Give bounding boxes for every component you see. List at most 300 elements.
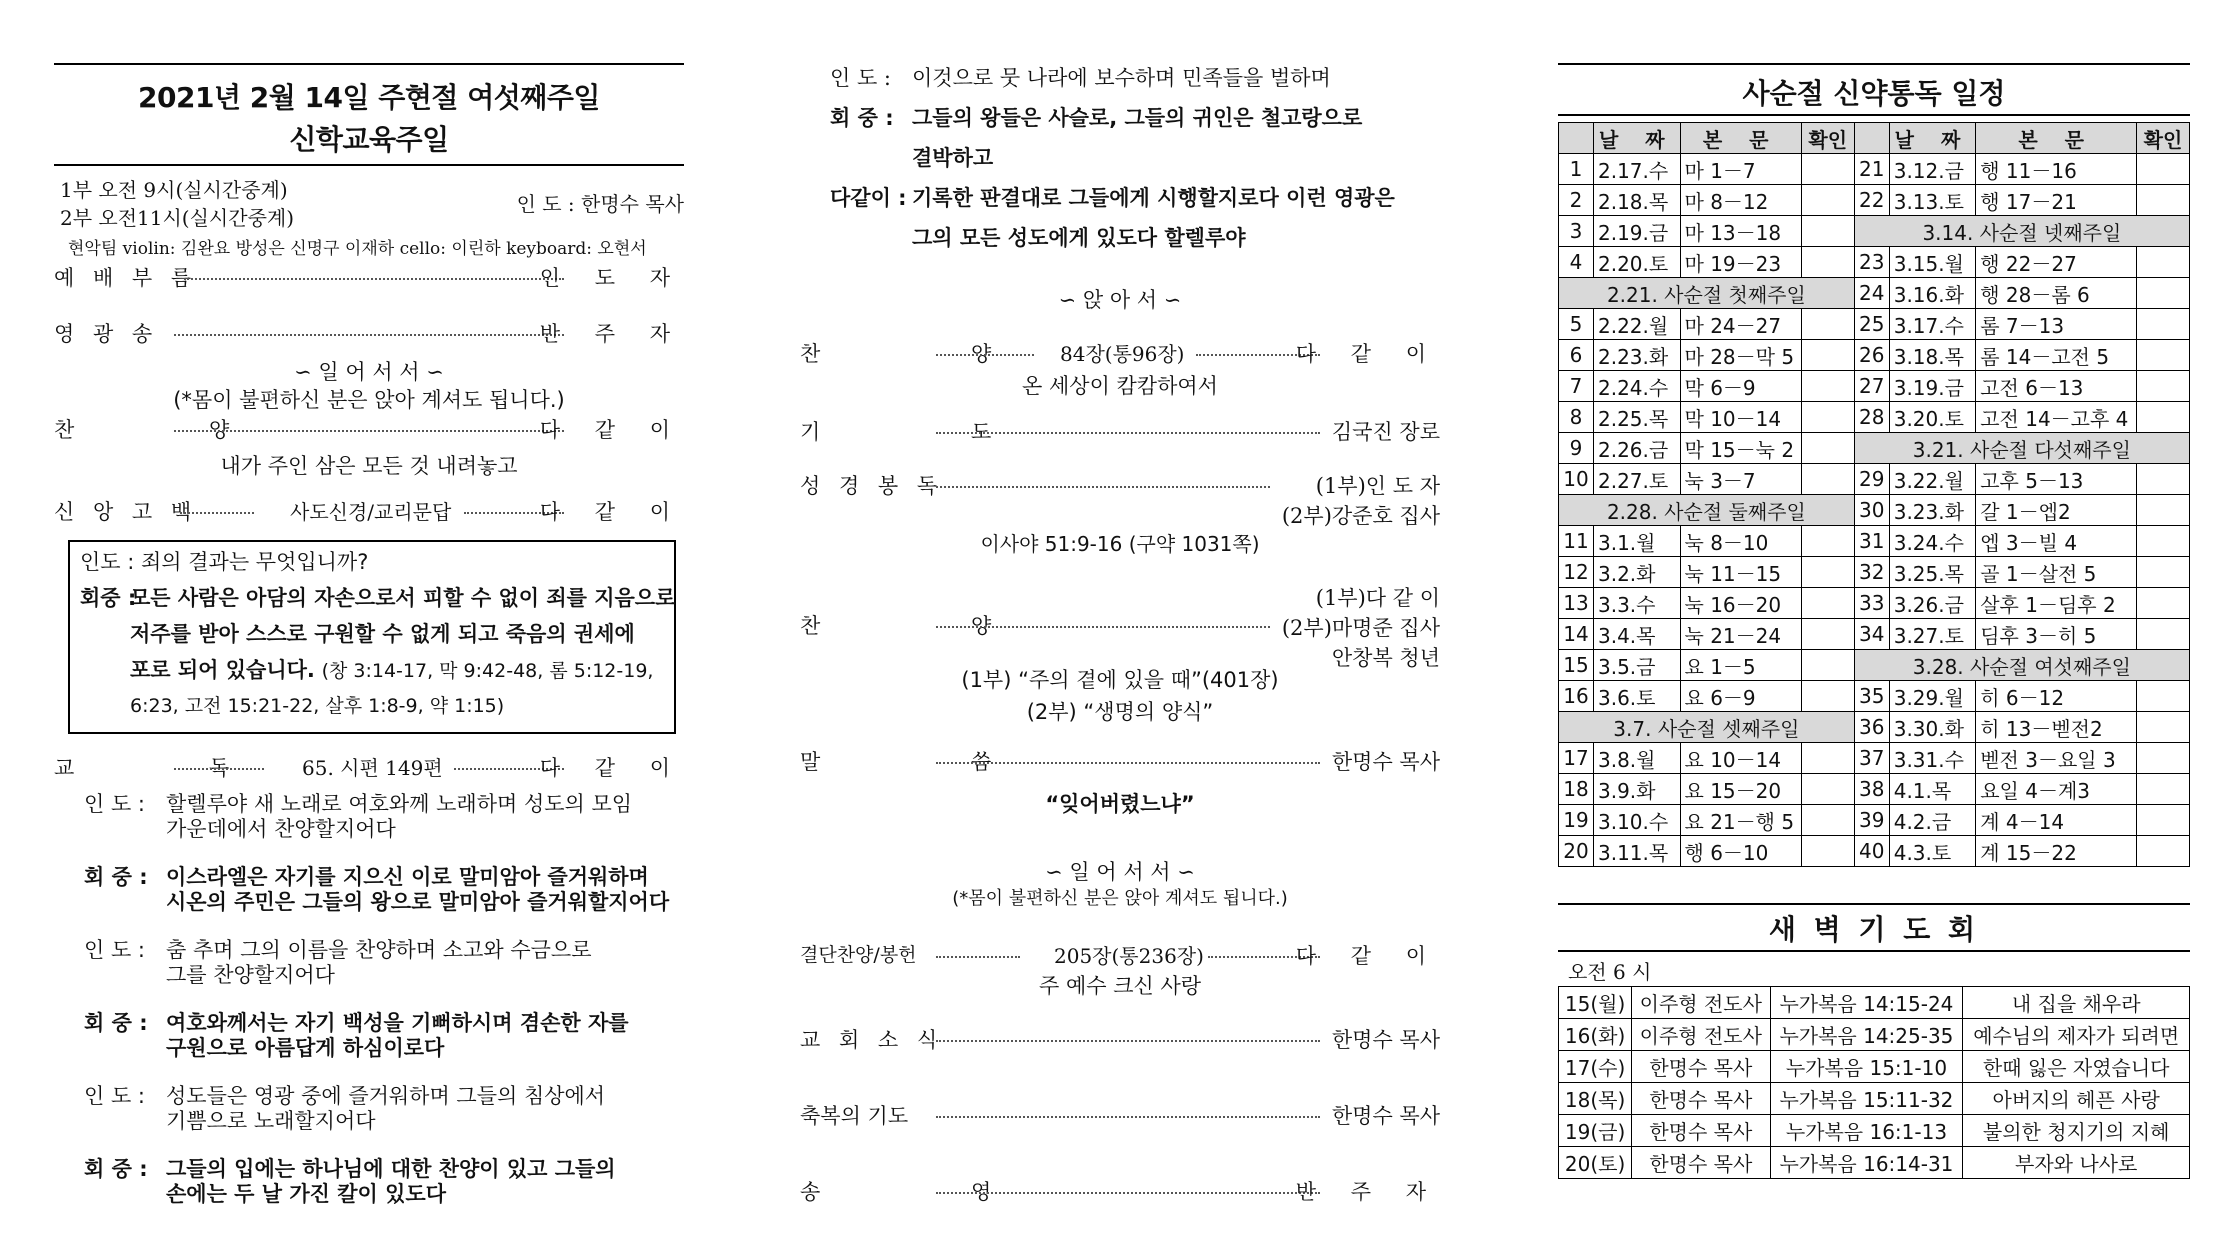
reading-line: 춤 추며 그의 이름을 찬양하며 소고와 수금으로	[166, 938, 592, 962]
check-box[interactable]	[2137, 278, 2190, 309]
day-number: 5	[1559, 309, 1594, 340]
check-box[interactable]	[1801, 309, 1854, 340]
check-box[interactable]	[1801, 216, 1854, 247]
day-number: 39	[1854, 805, 1889, 836]
item-person: 다 같 이	[1295, 944, 1440, 968]
reading-passage: 요 21－행 5	[1680, 805, 1801, 836]
reading-passage: 갈 1－엡2	[1976, 495, 2137, 526]
reading-date: 2.22.월	[1594, 309, 1681, 340]
stand-note-2: (*몸이 불편하신 분은 앉아 계셔도 됩니다.)	[952, 888, 1288, 909]
reading-speaker: 회 중 :	[830, 106, 894, 130]
bulletin-subtitle: 신학교육주일	[289, 123, 449, 156]
check-box[interactable]	[2137, 588, 2190, 619]
reading-date: 3.10.수	[1594, 805, 1681, 836]
gloria	[54, 318, 684, 348]
check-box[interactable]	[2137, 495, 2190, 526]
reading-date: 2.18.목	[1594, 185, 1681, 216]
table-row	[1559, 371, 2190, 402]
reading-line: 가운데에서 찬양할지어다	[166, 817, 396, 841]
item-label: 찬 양	[54, 418, 294, 442]
prayer-day: 20(토)	[1559, 1147, 1632, 1179]
col-passage: 본 문	[1680, 123, 1801, 154]
performer-3: 안창복 청년	[1331, 646, 1440, 670]
top-rule	[1558, 63, 2190, 65]
reading-date: 3.13.토	[1889, 185, 1976, 216]
table-row	[1559, 805, 2190, 836]
reading-date: 3.12.금	[1889, 154, 1976, 185]
table-row	[1559, 154, 2190, 185]
sunday-divider: 3.28. 사순절 여섯째주일	[1854, 650, 2189, 681]
leader-dots	[184, 278, 564, 280]
reading-line: 결박하고	[912, 146, 994, 170]
item-person: 인 도 자	[539, 266, 684, 290]
reading-line: 이스라엘은 자기를 지으신 이로 말미암아 즐거워하며	[166, 865, 649, 889]
col-check: 확인	[1801, 123, 1854, 154]
reading-date: 3.17.수	[1889, 309, 1976, 340]
leader-dots	[936, 626, 1270, 628]
day-number: 10	[1559, 464, 1594, 495]
prayer-topic: 부자와 나사로	[1963, 1147, 2190, 1179]
reading-line: 성도들은 영광 중에 즐거워하며 그들의 침상에서	[166, 1084, 606, 1108]
reading-passage: 고전 14－고후 4	[1976, 402, 2137, 433]
check-box[interactable]	[2137, 743, 2190, 774]
item-label: 축복의 기도	[800, 1104, 909, 1128]
day-number: 11	[1559, 526, 1594, 557]
table-row	[1559, 402, 2190, 433]
reading-date: 4.2.금	[1889, 805, 1976, 836]
day-number: 24	[1854, 278, 1889, 309]
leader-dots	[936, 1116, 1320, 1118]
reading-date: 3.1.월	[1594, 526, 1681, 557]
item-label: 기 도	[800, 420, 1064, 444]
catechism-answer-3-text: 포로 되어 있습니다.	[130, 658, 315, 682]
table-row	[1559, 464, 2190, 495]
reading-speaker: 인 도 :	[84, 1084, 145, 1108]
item-person: 김국진 장로	[1331, 420, 1440, 444]
dawn-title-rule	[1558, 950, 2190, 952]
day-number: 16	[1559, 681, 1594, 712]
check-box[interactable]	[1801, 588, 1854, 619]
catechism-question: 인도 : 죄의 결과는 무엇입니까?	[80, 550, 369, 574]
reading-passage: 롬 14－고전 5	[1976, 340, 2137, 371]
item-label: 교 회 소 식	[800, 1028, 944, 1052]
special-music-1: (1부) “주의 곁에 있을 때”(401장)	[961, 668, 1279, 692]
scripture-passage: 이사야 51:9-16 (구약 1031쪽)	[980, 532, 1260, 556]
item-label: 교 독	[54, 756, 294, 780]
reading-passage: 막 15－눅 2	[1680, 433, 1801, 464]
check-box[interactable]	[1801, 402, 1854, 433]
check-box[interactable]	[2137, 371, 2190, 402]
prayer-preacher: 한명수 목사	[1632, 1115, 1770, 1147]
day-number: 20	[1559, 836, 1594, 867]
reading-passage: 눅 3－7	[1680, 464, 1801, 495]
reading-passage: 요 6－9	[1680, 681, 1801, 712]
title-rule	[54, 164, 684, 166]
table-row	[1559, 774, 2190, 805]
day-number: 9	[1559, 433, 1594, 464]
sermon	[800, 746, 1440, 776]
item-person: 다 같 이	[539, 418, 684, 442]
reading-speaker: 인 도 :	[830, 66, 891, 90]
item-label: 예 배 부 름	[54, 266, 198, 290]
item-person: 다 같 이	[539, 500, 684, 524]
reading-passage: 눅 21－24	[1680, 619, 1801, 650]
catechism-box	[68, 540, 676, 734]
prayer-passage: 누가복음 14:15-24	[1770, 987, 1963, 1019]
day-number: 13	[1559, 588, 1594, 619]
service-time-1: 1부 오전 9시(실시간중계)	[60, 178, 288, 202]
offering	[800, 940, 1440, 970]
item-person: 한명수 목사	[1331, 1028, 1440, 1052]
reading-date: 2.17.수	[1594, 154, 1681, 185]
reading-passage: 마 1－7	[1680, 154, 1801, 185]
leader-dots	[174, 768, 264, 770]
reading-passage: 요 10－14	[1680, 743, 1801, 774]
check-box[interactable]	[2137, 836, 2190, 867]
day-number: 27	[1854, 371, 1889, 402]
reading-passage: 히 13－벧전2	[1976, 712, 2137, 743]
check-box[interactable]	[1801, 743, 1854, 774]
musicians: 현악팀 violin: 김완요 방성은 신명구 이재하 cello: 이린하 keyboard: 오현서	[68, 239, 647, 259]
stand-instruction: ∽ 일 어 서 서 ∽	[294, 360, 444, 384]
check-box[interactable]	[2137, 340, 2190, 371]
table-row	[1559, 1083, 2190, 1115]
day-number: 21	[1854, 154, 1889, 185]
leader-dots	[174, 334, 564, 336]
reading-passage: 고전 6－13	[1976, 371, 2137, 402]
reading-date: 3.19.금	[1889, 371, 1976, 402]
reading-line: 그들의 왕들은 사슬로, 그들의 귀인은 철고랑으로	[912, 106, 1363, 130]
table-row	[1559, 340, 2190, 371]
table-row	[1559, 619, 2190, 650]
prayer-day: 19(금)	[1559, 1115, 1632, 1147]
check-box[interactable]	[2137, 619, 2190, 650]
table-row	[1559, 836, 2190, 867]
reading-line: 여호와께서는 자기 백성을 기뻐하시며 겸손한 자를	[166, 1011, 629, 1035]
day-number: 1	[1559, 154, 1594, 185]
item-label: 영 광 송	[54, 322, 159, 346]
prayer-day: 16(화)	[1559, 1019, 1632, 1051]
performer-2: (2부)마명준 집사	[1281, 616, 1440, 640]
reading-passage: 눅 16－20	[1680, 588, 1801, 619]
stand-instruction-2: ∽ 일 어 서 서 ∽	[1045, 860, 1195, 884]
dawn-prayer-table	[1558, 986, 2190, 1179]
reading-passage: 엡 3－빌 4	[1976, 526, 2137, 557]
reading-date: 2.24.수	[1594, 371, 1681, 402]
reading-passage: 마 8－12	[1680, 185, 1801, 216]
reading-line: 이것으로 뭇 나라에 보수하며 민족들을 벌하며	[912, 66, 1331, 90]
item-label: 찬 양	[800, 342, 1064, 366]
reading-passage: 행 28－롬 6	[1976, 278, 2137, 309]
day-number: 25	[1854, 309, 1889, 340]
check-box[interactable]	[1801, 774, 1854, 805]
reading-passage: 행 17－21	[1976, 185, 2137, 216]
check-box[interactable]	[1801, 433, 1854, 464]
check-box[interactable]	[1801, 650, 1854, 681]
check-box[interactable]	[1801, 371, 1854, 402]
day-number: 31	[1854, 526, 1889, 557]
prayer-topic: 내 집을 채우라	[1963, 987, 2190, 1019]
sunday-divider: 2.21. 사순절 첫째주일	[1559, 278, 1855, 309]
item-person: 다 같 이	[539, 756, 684, 780]
reading-plan-title: 사순절 신약통독 일정	[1742, 77, 2006, 110]
day-number: 33	[1854, 588, 1889, 619]
reading-line: 기록한 판결대로 그들에게 시행할지로다 이런 영광은	[912, 186, 1395, 210]
day-number: 4	[1559, 247, 1594, 278]
check-box[interactable]	[2137, 526, 2190, 557]
check-box[interactable]	[1801, 464, 1854, 495]
reading-date: 3.24.수	[1889, 526, 1976, 557]
offering-hymn-title: 주 예수 크신 사랑	[1038, 974, 1202, 998]
col-passage: 본 문	[1976, 123, 2137, 154]
reading-plan-table	[1558, 122, 2190, 867]
dawn-prayer-time: 오전 6 시	[1568, 960, 1652, 984]
item-person: 한명수 목사	[1331, 750, 1440, 774]
reading-passage: 행 11－16	[1976, 154, 2137, 185]
prayer-preacher: 한명수 목사	[1632, 1051, 1770, 1083]
reading-date: 3.27.토	[1889, 619, 1976, 650]
check-box[interactable]	[2137, 774, 2190, 805]
reading-line: 그의 모든 성도에게 있도다 할렐루야	[912, 226, 1246, 250]
check-box[interactable]	[2137, 402, 2190, 433]
item-detail: 84장(통96장)	[1060, 342, 1185, 366]
check-box[interactable]	[2137, 464, 2190, 495]
day-number: 19	[1559, 805, 1594, 836]
table-row	[1559, 278, 2190, 309]
table-row	[1559, 185, 2190, 216]
title-rule	[1558, 114, 2190, 116]
reading-date: 3.2.화	[1594, 557, 1681, 588]
reading-passage: 행 6－10	[1680, 836, 1801, 867]
reading-passage: 요일 4－계3	[1976, 774, 2137, 805]
reading-passage: 고후 5－13	[1976, 464, 2137, 495]
reading-date: 2.27.토	[1594, 464, 1681, 495]
item-label: 찬 양	[800, 614, 1064, 638]
check-box[interactable]	[2137, 309, 2190, 340]
table-row	[1559, 987, 2190, 1019]
day-number: 18	[1559, 774, 1594, 805]
leader-dots	[936, 956, 1020, 958]
item-person: 반 주 자	[1295, 1180, 1440, 1204]
postlude	[800, 1176, 1440, 1206]
table-row	[1559, 650, 2190, 681]
leader-dots	[174, 430, 564, 432]
dawn-top-rule	[1558, 903, 2190, 905]
prayer-topic: 예수님의 제자가 되려면	[1963, 1019, 2190, 1051]
day-number: 6	[1559, 340, 1594, 371]
table-row	[1559, 1051, 2190, 1083]
catechism-answer-prefix: 회중 :	[80, 586, 137, 610]
stand-note: (*몸이 불편하신 분은 앉아 계셔도 됩니다.)	[173, 388, 565, 412]
reading-date: 3.18.목	[1889, 340, 1976, 371]
check-box[interactable]	[2137, 557, 2190, 588]
item-label: 말 씀	[800, 750, 1064, 774]
day-number: 37	[1854, 743, 1889, 774]
check-box[interactable]	[2137, 681, 2190, 712]
table-row	[1559, 1115, 2190, 1147]
item-label: 성 경 봉 독	[800, 474, 944, 498]
prayer-passage: 누가복음 16:1-13	[1770, 1115, 1963, 1147]
table-row	[1559, 712, 2190, 743]
reading-passage: 마 19－23	[1680, 247, 1801, 278]
check-box[interactable]	[1801, 805, 1854, 836]
day-number: 36	[1854, 712, 1889, 743]
item-label: 신 앙 고 백	[54, 500, 198, 524]
reading-date: 4.1.목	[1889, 774, 1976, 805]
prayer-day: 18(목)	[1559, 1083, 1632, 1115]
reading-date: 3.5.금	[1594, 650, 1681, 681]
check-box[interactable]	[2137, 185, 2190, 216]
item-person: 반 주 자	[539, 322, 684, 346]
leader-dots	[936, 762, 1320, 764]
day-number: 35	[1854, 681, 1889, 712]
day-number: 14	[1559, 619, 1594, 650]
check-box[interactable]	[2137, 154, 2190, 185]
table-row	[1559, 1147, 2190, 1179]
special-music	[800, 582, 1440, 672]
check-box[interactable]	[1801, 247, 1854, 278]
check-box[interactable]	[1801, 185, 1854, 216]
day-number: 17	[1559, 743, 1594, 774]
responsive-reading	[54, 752, 684, 782]
sunday-divider: 3.7. 사순절 셋째주일	[1559, 712, 1855, 743]
table-row	[1559, 743, 2190, 774]
reading-passage: 요 1－5	[1680, 650, 1801, 681]
top-rule	[54, 63, 684, 65]
performer-1: (1부)다 같 이	[1315, 586, 1440, 610]
reading-date: 3.26.금	[1889, 588, 1976, 619]
reading-passage: 롬 7－13	[1976, 309, 2137, 340]
check-box[interactable]	[1801, 154, 1854, 185]
col-check: 확인	[2137, 123, 2190, 154]
prayer-day: 17(수)	[1559, 1051, 1632, 1083]
day-number: 34	[1854, 619, 1889, 650]
reading-date: 2.20.토	[1594, 247, 1681, 278]
announcements	[800, 1024, 1440, 1054]
col-date: 날 짜	[1594, 123, 1681, 154]
hymn-1-title: 내가 주인 삼은 모든 것 내려놓고	[220, 454, 518, 478]
prayer-preacher: 한명수 목사	[1632, 1147, 1770, 1179]
benediction	[800, 1100, 1440, 1130]
reading-passage: 마 28－막 5	[1680, 340, 1801, 371]
check-box[interactable]	[1801, 836, 1854, 867]
item-label: 결단찬양/봉헌	[800, 944, 917, 966]
table-row	[1559, 588, 2190, 619]
reading-passage: 눅 8－10	[1680, 526, 1801, 557]
reading-speaker: 다같이 :	[830, 186, 907, 210]
reading-date: 3.22.월	[1889, 464, 1976, 495]
check-box[interactable]	[1801, 557, 1854, 588]
table-row	[1559, 433, 2190, 464]
reading-date: 3.3.수	[1594, 588, 1681, 619]
item-person: 한명수 목사	[1331, 1104, 1440, 1128]
check-box[interactable]	[2137, 712, 2190, 743]
day-number: 29	[1854, 464, 1889, 495]
prayer-topic: 불의한 청지기의 지혜	[1963, 1115, 2190, 1147]
hymn-2	[800, 338, 1440, 368]
reading-passage: 골 1－살전 5	[1976, 557, 2137, 588]
reading-passage: 눅 11－15	[1680, 557, 1801, 588]
reading-date: 3.8.월	[1594, 743, 1681, 774]
check-box[interactable]	[2137, 247, 2190, 278]
table-row	[1559, 526, 2190, 557]
hymn-2-title: 온 세상이 캄캄하여서	[1022, 374, 1218, 398]
check-box[interactable]	[1801, 619, 1854, 650]
catechism-references-2: 6:23, 고전 15:21-22, 살후 1:8-9, 약 1:15)	[130, 695, 505, 717]
check-box[interactable]	[1801, 526, 1854, 557]
reading-line: 그를 찬양할지어다	[166, 963, 335, 987]
reading-speaker: 회 중 :	[84, 865, 148, 889]
item-detail: 사도신경/교리문답	[290, 500, 452, 524]
day-number: 15	[1559, 650, 1594, 681]
item-person: 다 같 이	[1295, 342, 1440, 366]
day-number: 3	[1559, 216, 1594, 247]
col-date: 날 짜	[1889, 123, 1976, 154]
sit-instruction: ∽ 앉 아 서 ∽	[1058, 288, 1182, 312]
reading-date: 2.26.금	[1594, 433, 1681, 464]
reading-passage: 살후 1－딤후 2	[1976, 588, 2137, 619]
bulletin-title: 2021년 2월 14일 주현절 여섯째주일	[138, 81, 600, 114]
col-num	[1854, 123, 1889, 154]
day-number: 22	[1854, 185, 1889, 216]
table-row	[1559, 216, 2190, 247]
sermon-title: “잊어버렸느냐”	[1045, 792, 1195, 816]
leader-dots	[936, 432, 1320, 434]
leader-dots	[936, 1040, 1320, 1042]
reading-speaker: 인 도 :	[84, 792, 145, 816]
special-music-2: (2부) “생명의 양식”	[1026, 700, 1214, 724]
catechism-references: (창 3:14-17, 막 9:42-48, 롬 5:12-19,	[321, 660, 654, 682]
reading-date: 3.23.화	[1889, 495, 1976, 526]
check-box[interactable]	[1801, 340, 1854, 371]
table-row	[1559, 681, 2190, 712]
creed	[54, 496, 684, 526]
reading-passage: 벧전 3－요일 3	[1976, 743, 2137, 774]
prayer-preacher: 한명수 목사	[1632, 1083, 1770, 1115]
leader-dots	[936, 354, 1034, 356]
reading-speaker: 인 도 :	[84, 938, 145, 962]
reading-passage: 마 24－27	[1680, 309, 1801, 340]
reading-passage: 계 15－22	[1976, 836, 2137, 867]
reading-date: 2.23.화	[1594, 340, 1681, 371]
service-time-2: 2부 오전11시(실시간중계)	[60, 206, 295, 230]
prayer-day: 15(월)	[1559, 987, 1632, 1019]
check-box[interactable]	[1801, 681, 1854, 712]
worship-leader: 인 도 : 한명수 목사	[516, 192, 684, 216]
leader-dots	[180, 512, 254, 514]
item-detail: 65. 시편 149편	[302, 756, 443, 780]
reader-1: (1부)인 도 자	[1315, 474, 1440, 498]
day-number: 30	[1854, 495, 1889, 526]
day-number: 28	[1854, 402, 1889, 433]
table-row	[1559, 557, 2190, 588]
prayer-topic: 한때 잃은 자였습니다	[1963, 1051, 2190, 1083]
day-number: 38	[1854, 774, 1889, 805]
table-header-row	[1559, 123, 2190, 154]
prayer	[800, 416, 1440, 446]
prayer-preacher: 이주형 전도사	[1632, 987, 1770, 1019]
reading-date: 3.25.목	[1889, 557, 1976, 588]
check-box[interactable]	[2137, 805, 2190, 836]
sunday-divider: 3.14. 사순절 넷째주일	[1854, 216, 2189, 247]
prayer-passage: 누가복음 15:11-32	[1770, 1083, 1963, 1115]
reading-date: 3.9.화	[1594, 774, 1681, 805]
reading-speaker: 회 중 :	[84, 1011, 148, 1035]
sunday-divider: 2.28. 사순절 둘째주일	[1559, 495, 1855, 526]
reading-line: 구원으로 아름답게 하심이로다	[166, 1036, 445, 1060]
hymn-1	[54, 414, 684, 444]
catechism-answer-1: 모든 사람은 아담의 자손으로서 피할 수 없이 죄를 지음으로	[130, 586, 676, 610]
